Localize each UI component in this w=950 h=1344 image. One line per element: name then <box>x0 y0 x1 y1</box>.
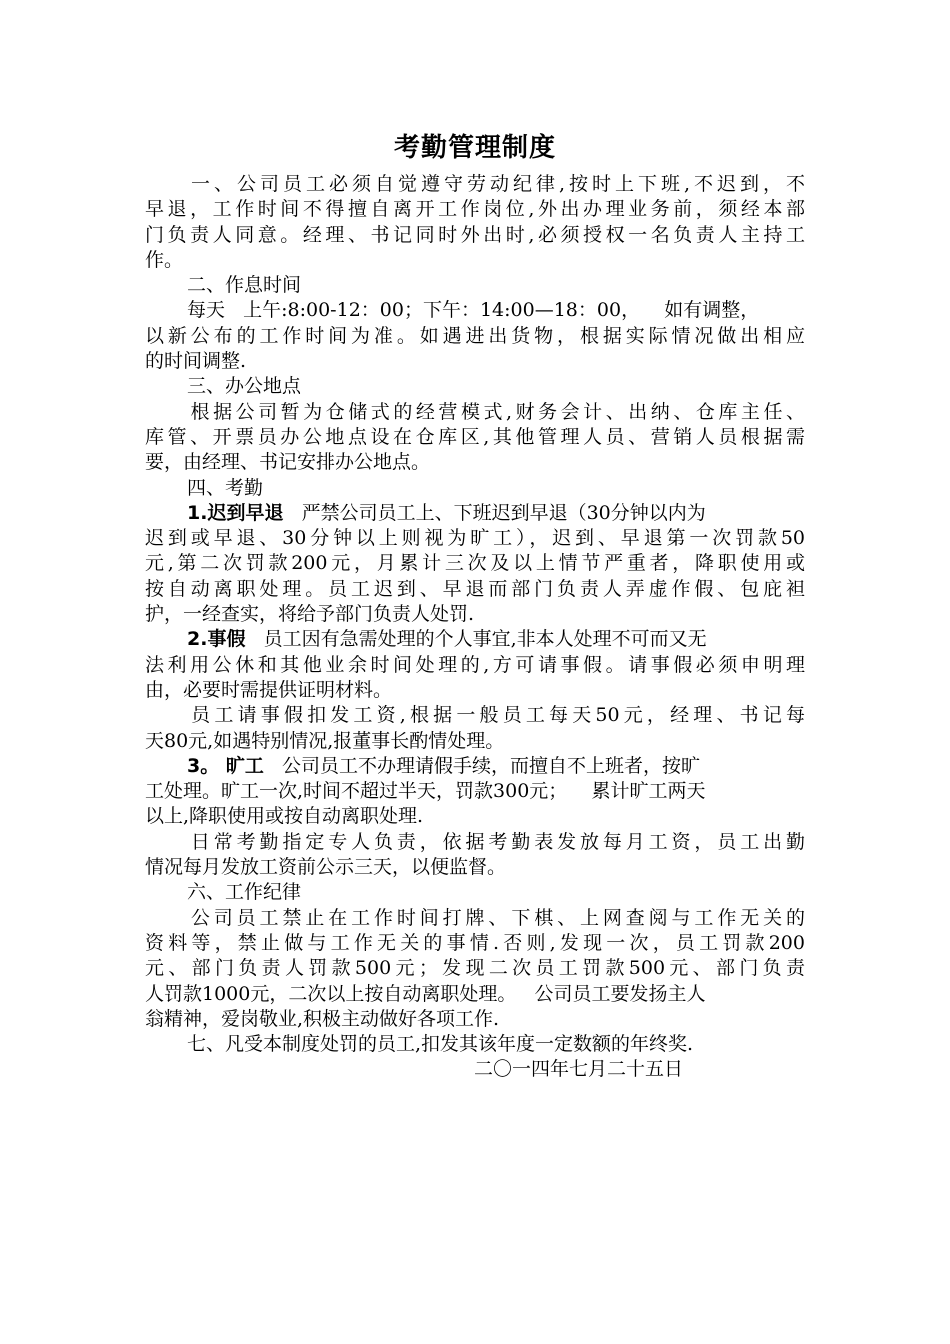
paragraph-line: 库管、开票员办公地点设在仓库区,其他管理人员、营销人员根据需 <box>145 425 805 448</box>
document-title: 考勤管理制度 <box>393 133 556 163</box>
paragraph-line: 元,第二次罚款200元，月累计三次及以上情节严重者，降职使用或 <box>145 552 805 575</box>
document-date: 二〇一四年七月二十五日 <box>474 1058 684 1081</box>
section-heading: 四、考勤 <box>187 476 264 499</box>
paragraph-line: 天80元,如遇特别情况,报董事长酌情处理。 <box>145 729 505 752</box>
late-label: 1.迟到早退 <box>187 501 284 524</box>
leave-label: 2.事假 <box>187 628 246 651</box>
paragraph-line: 员工请事假扣发工资,根据一般员工每天50元，经理、书记每 <box>187 704 805 727</box>
paragraph-line: 日常考勤指定专人负责，依据考勤表发放每月工资，员工出勤 <box>187 830 805 853</box>
paragraph-line: 早退，工作时间不得擅自离开工作岗位,外出办理业务前，须经本部 <box>145 198 805 221</box>
paragraph-line: 作。 <box>145 248 184 271</box>
paragraph-line: 1.迟到早退 严禁公司员工上、下班迟到早退（30分钟以内为 <box>187 501 706 524</box>
paragraph-line: 资料等，禁止做与工作无关的事情.否则,发现一次，员工罚款200 <box>145 931 805 954</box>
paragraph-line: 公司员工禁止在工作时间打牌、下棋、上网查阅与工作无关的 <box>187 906 805 929</box>
paragraph-line: 2.事假 员工因有急需处理的个人事宜,非本人处理不可而又无 <box>187 628 707 651</box>
paragraph-line: 3。 旷工 公司员工不办理请假手续，而擅自不上班者，按旷 <box>187 754 700 777</box>
section-heading: 三、办公地点 <box>187 375 302 398</box>
paragraph-line: 护，一经查实，将给予部门负责人处罚. <box>145 603 475 626</box>
paragraph-line: 由，必要时需提供证明材料。 <box>145 678 393 701</box>
document-body <box>145 172 805 1083</box>
paragraph-line: 法利用公休和其他业余时间处理的,方可请事假。请事假必须申明理 <box>145 653 805 676</box>
paragraph-line: 门负责人同意。经理、书记同时外出时,必须授权一名负责人主持工 <box>145 223 805 246</box>
paragraph-line: 翁精神，爱岗敬业,积极主动做好各项工作. <box>145 1007 500 1030</box>
paragraph-line: 人罚款1000元，二次以上按自动离职处理。 公司员工要发扬主人 <box>145 982 706 1005</box>
paragraph-line: 以上,降职使用或按自动离职处理. <box>145 805 424 828</box>
paragraph-line: 按自动离职处理。员工迟到、早退而部门负责人弄虚作假、包庇袒 <box>145 577 805 600</box>
paragraph-line: 以新公布的工作时间为准。如遇进出货物，根据实际情况做出相应 <box>145 324 805 347</box>
paragraph-line: 工处理。旷工一次,时间不超过半天，罚款300元； 累计旷工两天 <box>145 780 706 803</box>
paragraph-line: 要，由经理、书记安排办公地点。 <box>145 451 431 474</box>
paragraph-line: 一、公司员工必须自觉遵守劳动纪律,按时上下班,不迟到，不 <box>187 173 805 195</box>
paragraph-line: 迟到或早退、30分钟以上则视为旷工），迟到、早退第一次罚款50 <box>145 527 805 550</box>
paragraph-line: 元、部门负责人罚款500元；发现二次员工罚款500元、部门负责 <box>145 957 805 980</box>
paragraph-line: 每天 上午:8:00-12：00；下午：14:00—18：00， 如有调整， <box>187 299 760 322</box>
absent-label: 3。 旷工 <box>187 754 264 777</box>
paragraph-line: 七、凡受本制度处罚的员工,扣发其该年度一定数额的年终奖. <box>187 1033 694 1056</box>
paragraph-line: 情况每月发放工资前公示三天，以便监督。 <box>145 856 507 879</box>
paragraph-line: 的时间调整. <box>145 350 247 373</box>
section-heading: 六、工作纪律 <box>187 881 302 904</box>
section-heading: 二、作息时间 <box>187 274 302 297</box>
paragraph-line: 根据公司暂为仓储式的经营模式,财务会计、出纳、仓库主任、 <box>187 400 805 423</box>
